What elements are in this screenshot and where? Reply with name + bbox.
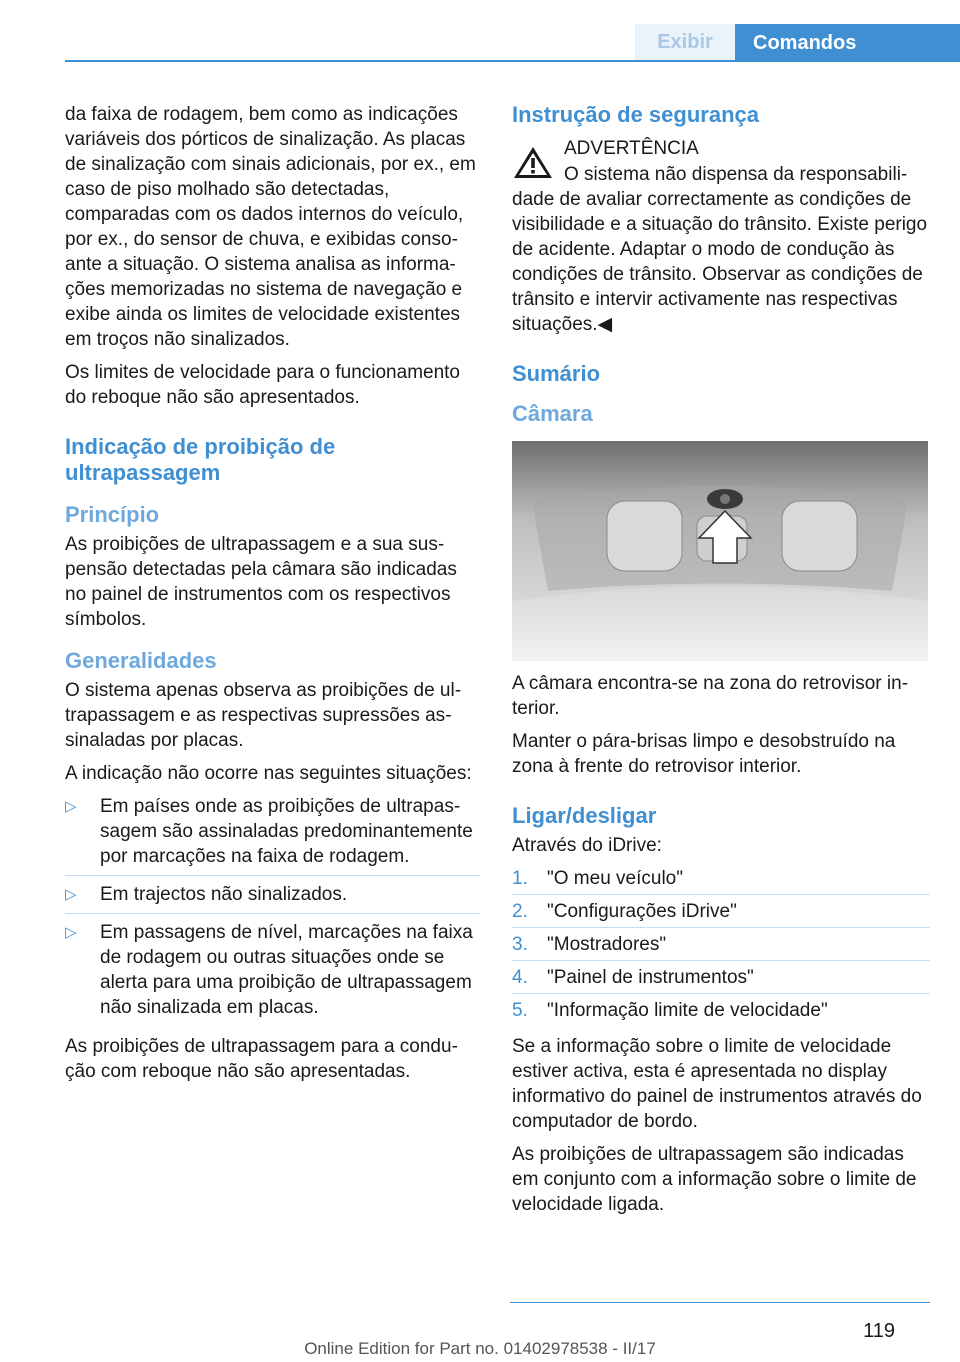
triangle-bullet-icon: ▷ bbox=[65, 886, 77, 903]
heading-camara: Câmara bbox=[512, 401, 593, 426]
list-item-text: Em trajectos não sinalizados. bbox=[100, 884, 348, 905]
list-item bbox=[512, 899, 930, 928]
camera-location-image bbox=[512, 441, 928, 661]
tab-exibir[interactable]: Exibir bbox=[635, 24, 735, 60]
step-number: 4. bbox=[512, 967, 528, 988]
list-item bbox=[512, 932, 930, 961]
step-text: "Mostradores" bbox=[547, 934, 667, 955]
right-column bbox=[512, 102, 930, 1225]
step-number: 2. bbox=[512, 901, 528, 922]
situations-list bbox=[65, 794, 480, 1026]
edition-footer: Online Edition for Part no. 01402978538 - II/17 bbox=[304, 1339, 656, 1358]
warning-triangle-icon bbox=[512, 144, 554, 180]
page-header bbox=[0, 0, 960, 62]
paragraph-reboque: Os limites de velocidade para o funcionamento do reboque não são apresentados. bbox=[65, 362, 461, 408]
footer-divider bbox=[510, 1302, 930, 1303]
triangle-bullet-icon: ▷ bbox=[65, 924, 77, 941]
tab-comandos[interactable]: Comandos bbox=[735, 24, 960, 62]
heading-proibicao-ultrapassagem: Indicação de proibição de ultrapassagem bbox=[65, 434, 336, 485]
list-item-text: Em passagens de nível, marcações na faixa de rodagem ou outras situações onde se alerta para uma proibição de ultrapassagem não sinalizada em placas. bbox=[100, 922, 473, 1018]
list-item bbox=[512, 866, 930, 895]
step-number: 5. bbox=[512, 1000, 528, 1021]
idrive-steps-list bbox=[512, 866, 930, 1026]
paragraph-para-brisas: Manter o pára-brisas limpo e desobstruído na zona à frente do retrovisor interior. bbox=[512, 731, 896, 777]
list-item-text: Em países onde as proibições de ultrapassagem são assinaladas predominantemente por marcações na faixa de rodagem. bbox=[100, 796, 473, 867]
warning-text: O sistema não dispensa da responsabilidade de avaliar correctamente as condições de visibilidade e a situação do trânsito. Existe perigo de acidente. Adaptar o modo de condução às condições de trânsito. Observar as condições de trânsito e intervir activamente nas respectivas situações.◀ bbox=[512, 164, 928, 335]
heading-principio: Princípio bbox=[65, 502, 160, 527]
step-number: 3. bbox=[512, 934, 528, 955]
paragraph-reboque-ultrapassagem: As proibições de ultrapassagem para a condução com reboque não são apresentadas. bbox=[65, 1036, 458, 1082]
heading-ligar-desligar: Ligar/desligar bbox=[512, 803, 657, 828]
paragraph-info-limite: Se a informação sobre o limite de velocidade estiver activa, esta é apresentada no display informativo do painel de instrumentos através do computador de bordo. bbox=[512, 1036, 922, 1132]
step-text: "Informação limite de velocidade" bbox=[547, 1000, 828, 1021]
heading-sumario: Sumário bbox=[512, 361, 601, 386]
paragraph-intro: da faixa de rodagem, bem como as indicações variáveis dos pórticos de sinalização. As placas de sinalização com sinais adicionais, por ex., em caso de piso molhado são detectadas, comparadas com os dados internos do veículo, por ex., do sensor de chuva, e exibidas consoante a situação. O sistema analisa as informações memorizadas no sistema de navegação e exibe ainda os limites de velocidade existentes em troços não sinalizados. bbox=[65, 104, 476, 350]
left-column bbox=[65, 102, 480, 1092]
step-text: "Painel de instrumentos" bbox=[547, 967, 754, 988]
list-item bbox=[512, 998, 930, 1026]
header-divider bbox=[65, 60, 960, 62]
step-number: 1. bbox=[512, 868, 528, 889]
step-text: "O meu veículo" bbox=[547, 868, 683, 889]
paragraph-principio: As proibições de ultrapassagem e a sua suspensão detectadas pela câmara são indicadas no painel de instrumentos com os respectivos símbolos. bbox=[65, 534, 457, 630]
list-item bbox=[512, 965, 930, 994]
paragraph-info-ultrapassagem: As proibições de ultrapassagem são indicadas em conjunto com a informação sobre o limite de velocidade ligada. bbox=[512, 1144, 917, 1215]
warning-block bbox=[512, 136, 930, 186]
list-item bbox=[65, 882, 480, 914]
heading-instrucao-seguranca: Instrução de segurança bbox=[512, 102, 759, 127]
paragraph-generalidades-1: O sistema apenas observa as proibições de ultrapassagem e as respectivas supressões assinaladas por placas. bbox=[65, 680, 462, 751]
list-item bbox=[65, 920, 480, 1026]
heading-generalidades: Generalidades bbox=[65, 648, 217, 673]
page-number: 119 bbox=[863, 1320, 895, 1342]
paragraph-generalidades-2: A indicação não ocorre nas seguintes situações: bbox=[65, 763, 472, 784]
list-item bbox=[65, 794, 480, 876]
triangle-bullet-icon: ▷ bbox=[65, 798, 77, 815]
paragraph-idrive: Através do iDrive: bbox=[512, 835, 662, 856]
paragraph-camara-localizacao: A câmara encontra-se na zona do retrovisor interior. bbox=[512, 673, 909, 719]
step-text: "Configurações iDrive" bbox=[547, 901, 737, 922]
warning-title: ADVERTÊNCIA bbox=[564, 138, 699, 159]
